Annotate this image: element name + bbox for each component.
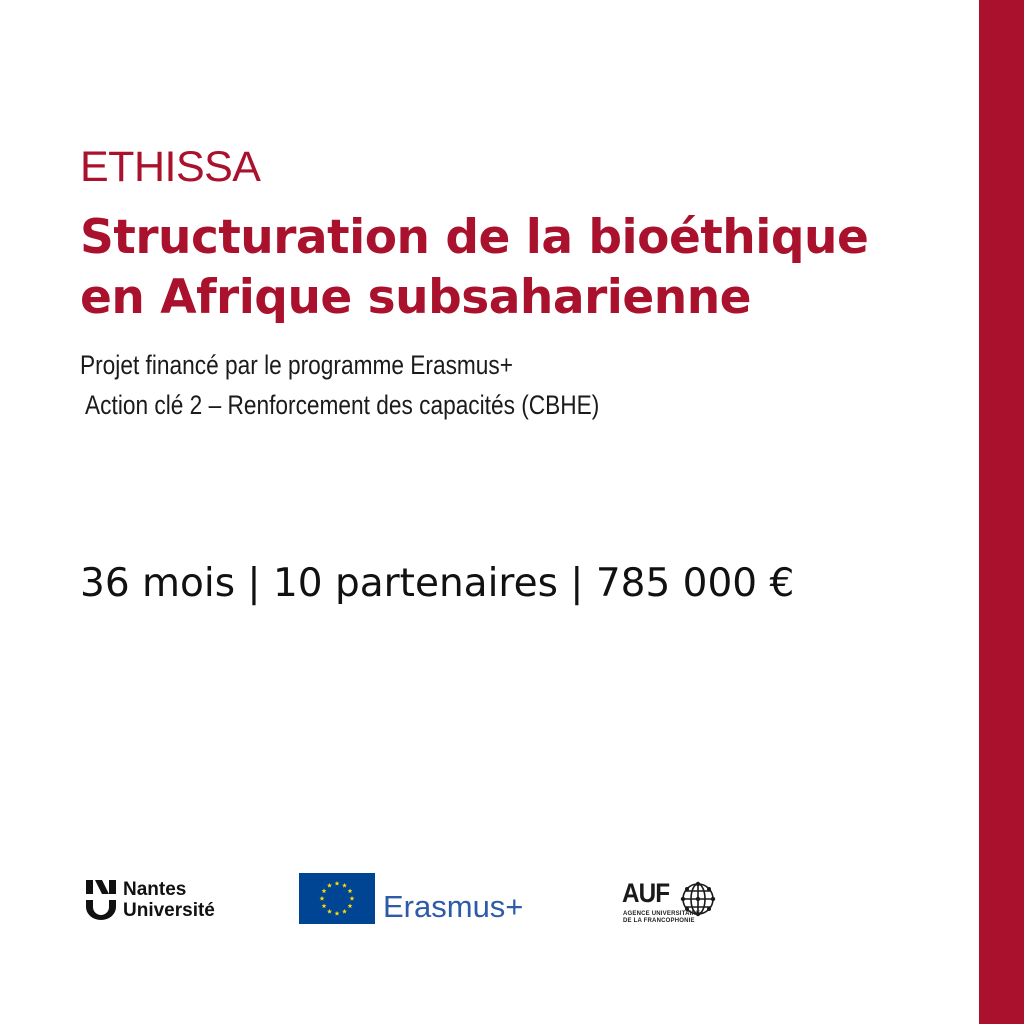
erasmus-plus-label: Erasmus+ [383, 889, 524, 924]
accent-side-bar [979, 0, 1024, 1024]
nantes-universite-logo-icon [84, 880, 118, 920]
erasmus-plus-logo [299, 873, 559, 927]
project-acronym: ETHISSA [80, 143, 261, 191]
project-stats: 36 mois | 10 partenaires | 785 000 € [80, 561, 795, 606]
funding-info [80, 345, 599, 425]
auf-caption-line-2: DE LA FRANCOPHONIE [623, 918, 695, 924]
funding-line-2: Action clé 2 – Renforcement des capacités (CBHE) [80, 390, 600, 420]
project-title-line-1: Structuration de la bioéthique [80, 210, 869, 265]
nantes-universite-logo [84, 880, 254, 924]
eu-flag-icon [299, 873, 375, 924]
project-title [80, 208, 960, 328]
auf-letters: AUF [622, 878, 670, 908]
project-title-line-2: en Afrique subsaharienne [80, 270, 752, 325]
funding-line-1: Projet financé par le programme Erasmus+ [80, 350, 514, 380]
nantes-universite-wordmark [123, 879, 215, 921]
nantes-line-1: Nantes [123, 879, 187, 900]
auf-logo [620, 880, 730, 940]
nantes-line-2: Université [123, 900, 215, 921]
auf-caption [623, 911, 700, 925]
auf-caption-line-1: AGENCE UNIVERSITAIRE [623, 911, 701, 917]
